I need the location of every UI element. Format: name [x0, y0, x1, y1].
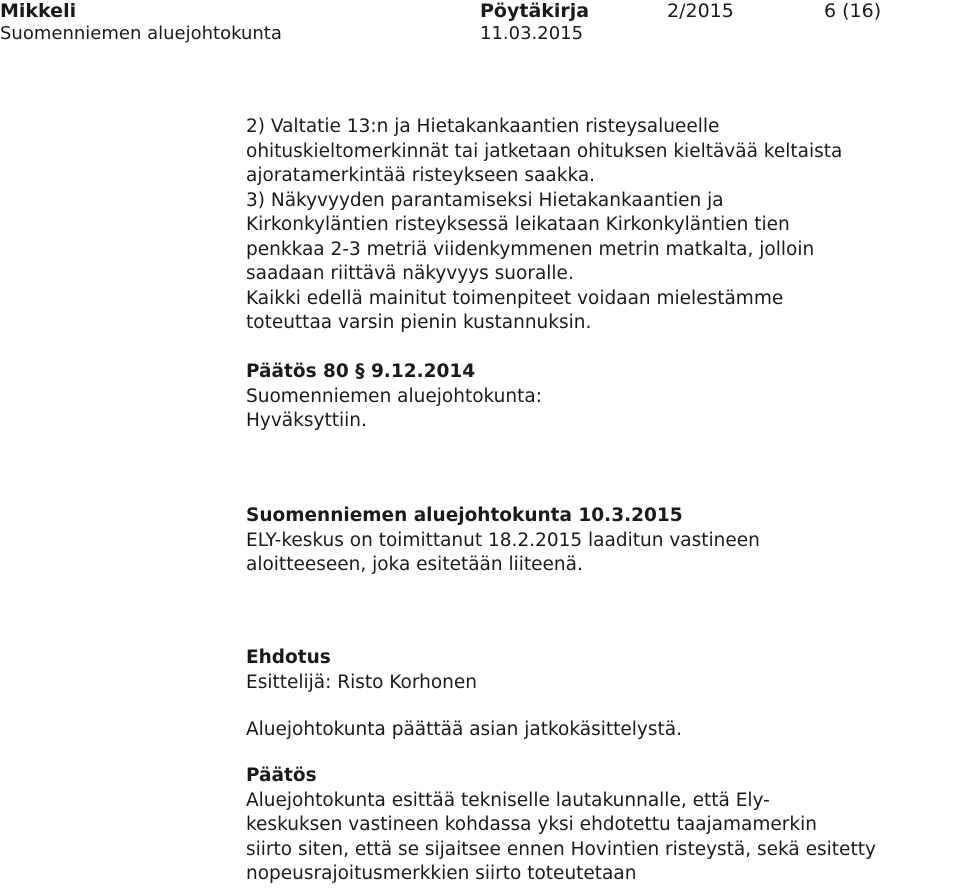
text-line: ajoratamerkintää risteykseen saakka. [246, 165, 596, 186]
decision-heading-label: Päätös 80 [246, 361, 349, 382]
text-line: Kirkonkyläntien risteyksessä leikataan Kirkonkyläntien tien [246, 214, 790, 235]
text-line: siirto siten, että se sijaitsee ennen Hovintien risteystä, sekä esitetty [246, 838, 876, 860]
text-line: aloitteeseen, joka esitetään liiteenä. [246, 554, 583, 575]
proposal-statement-block [246, 718, 946, 743]
text-line: ELY-keskus on toimittanut 18.2.2015 laaditun vastineen [246, 529, 760, 551]
decision-heading-date: 9.12.2014 [370, 361, 476, 382]
text-line: 2) Valtatie 13:n ja Hietakankaantien risteysalueelle [246, 116, 720, 137]
text-line: saadaan riittävä näkyvyys suoralle. [246, 263, 574, 284]
text-line: 3) Näkyvyyden parantamiseksi Hietakankaantien ja [246, 189, 724, 211]
decision-result: Hyväksyttiin. [246, 410, 367, 431]
decision-80-block [246, 360, 946, 434]
proposal-text-block [246, 115, 946, 336]
body-name: Suomenniemen aluejohtokunta [0, 23, 282, 44]
section-sign: § [355, 361, 365, 382]
paatos-heading: Päätös [246, 765, 317, 786]
text-line: Kaikki edellä mainitut toimenpiteet voidaan mielestämme [246, 287, 784, 309]
text-line: keskuksen vastineen kohdassa yksi ehdotettu taajamamerkin [246, 814, 817, 835]
text-line: Aluejohtokunta esittää tekniselle lautakunnalle, että Ely- [246, 789, 770, 811]
text-line: ohituskieltomerkinnät tai jatketaan ohituksen kieltävää keltaista [246, 140, 843, 162]
meeting-heading: Suomenniemen aluejohtokunta 10.3.2015 [246, 505, 683, 526]
org-name: Mikkeli [0, 0, 77, 22]
presenter: Esittelijä: Risto Korhonen [246, 671, 477, 693]
doc-date: 11.03.2015 [480, 23, 584, 44]
decision-body: Suomenniemen aluejohtokunta: [246, 385, 542, 407]
ehdotus-heading: Ehdotus [246, 647, 331, 668]
text-line: nopeusrajoitusmerkkien siirto toteutetaan [246, 863, 637, 884]
paatos-block [246, 764, 946, 887]
proposal-statement: Aluejohtokunta päättää asian jatkokäsittelystä. [246, 719, 682, 740]
decision-80-heading [246, 360, 946, 385]
ehdotus-block [246, 646, 946, 695]
doc-number: 2/2015 [667, 0, 734, 22]
text-line: toteuttaa varsin pienin kustannuksin. [246, 312, 592, 333]
meeting-block [246, 504, 946, 578]
doc-type: Pöytäkirja [480, 0, 590, 22]
page-number: 6 (16) [824, 0, 882, 22]
text-line: penkkaa 2-3 metriä viidenkymmenen metrin matkalta, jolloin [246, 238, 815, 260]
